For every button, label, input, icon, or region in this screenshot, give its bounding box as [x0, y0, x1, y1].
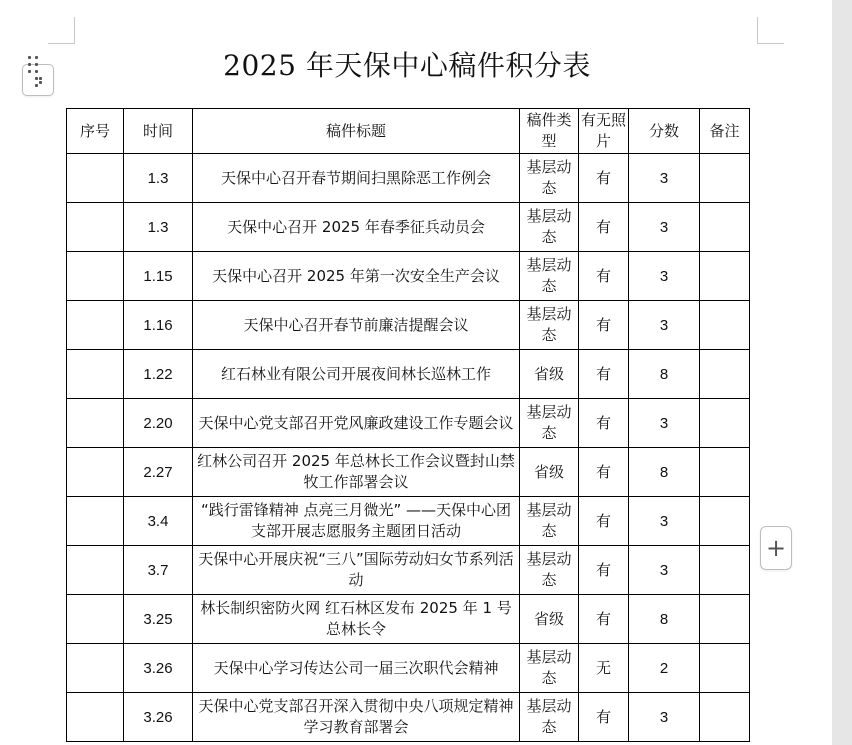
cell-time[interactable]: 1.3 [124, 203, 193, 252]
cell-score[interactable]: 3 [629, 546, 700, 595]
header-no: 序号 [67, 109, 124, 154]
cell-time[interactable]: 2.20 [124, 399, 193, 448]
cell-photo[interactable]: 有 [579, 154, 629, 203]
cell-no[interactable] [67, 497, 124, 546]
cell-type[interactable]: 基层动态 [520, 301, 579, 350]
table-header-row [67, 109, 750, 154]
cell-remark[interactable] [700, 448, 750, 497]
cell-photo[interactable]: 有 [579, 595, 629, 644]
cell-score[interactable]: 3 [629, 252, 700, 301]
cell-type[interactable]: 省级 [520, 350, 579, 399]
cell-remark[interactable] [700, 203, 750, 252]
cell-title[interactable]: 林长制织密防火网 红石林区发布 2025 年 1 号总林长令 [193, 595, 520, 644]
cell-time[interactable]: 2.27 [124, 448, 193, 497]
cell-title[interactable]: 天保中心开展庆祝“三八”国际劳动妇女节系列活动 [193, 546, 520, 595]
cell-time[interactable]: 3.7 [124, 546, 193, 595]
cell-remark[interactable] [700, 252, 750, 301]
cell-title[interactable]: 天保中心召开春节前廉洁提醒会议 [193, 301, 520, 350]
cell-score[interactable]: 3 [629, 203, 700, 252]
cell-score[interactable]: 3 [629, 693, 700, 742]
table-row [67, 644, 750, 693]
cell-type[interactable]: 基层动态 [520, 644, 579, 693]
cell-type[interactable]: 基层动态 [520, 546, 579, 595]
add-row-button[interactable] [760, 526, 792, 570]
page-margin-corner-top-left [48, 17, 75, 44]
cell-no[interactable] [67, 350, 124, 399]
cell-photo[interactable]: 有 [579, 399, 629, 448]
cell-title[interactable]: 天保中心召开春节期间扫黑除恶工作例会 [193, 154, 520, 203]
cell-photo[interactable]: 有 [579, 350, 629, 399]
table-row [67, 203, 750, 252]
header-remark: 备注 [700, 109, 750, 154]
header-type: 稿件类型 [520, 109, 579, 154]
cell-no[interactable] [67, 546, 124, 595]
cell-title[interactable]: 天保中心学习传达公司一届三次职代会精神 [193, 644, 520, 693]
cell-score[interactable]: 8 [629, 350, 700, 399]
cell-no[interactable] [67, 399, 124, 448]
cell-time[interactable]: 3.26 [124, 693, 193, 742]
cell-time[interactable]: 3.25 [124, 595, 193, 644]
cell-type[interactable]: 基层动态 [520, 154, 579, 203]
cell-title[interactable]: 天保中心召开 2025 年春季征兵动员会 [193, 203, 520, 252]
table-row [67, 595, 750, 644]
cell-no[interactable] [67, 154, 124, 203]
page-margin-corner-top-right [757, 17, 784, 44]
cell-time[interactable]: 3.4 [124, 497, 193, 546]
cell-score[interactable]: 3 [629, 497, 700, 546]
cell-photo[interactable]: 有 [579, 448, 629, 497]
cell-score[interactable]: 2 [629, 644, 700, 693]
cell-score[interactable]: 3 [629, 399, 700, 448]
cell-no[interactable] [67, 644, 124, 693]
cell-remark[interactable] [700, 154, 750, 203]
cell-score[interactable]: 3 [629, 154, 700, 203]
header-time: 时间 [124, 109, 193, 154]
cell-remark[interactable] [700, 399, 750, 448]
header-title: 稿件标题 [193, 109, 520, 154]
table-row [67, 448, 750, 497]
cell-no[interactable] [67, 693, 124, 742]
cell-time[interactable]: 1.16 [124, 301, 193, 350]
cell-photo[interactable]: 有 [579, 252, 629, 301]
cell-title[interactable]: “践行雷锋精神 点亮三月微光” ——天保中心团支部开展志愿服务主题团日活动 [193, 497, 520, 546]
cell-no[interactable] [67, 203, 124, 252]
cell-photo[interactable]: 无 [579, 644, 629, 693]
table-row [67, 497, 750, 546]
cell-no[interactable] [67, 301, 124, 350]
cell-type[interactable]: 省级 [520, 448, 579, 497]
table-row [67, 154, 750, 203]
cell-no[interactable] [67, 252, 124, 301]
table-row [67, 301, 750, 350]
cell-score[interactable]: 8 [629, 448, 700, 497]
cell-score[interactable]: 3 [629, 301, 700, 350]
table-row [67, 252, 750, 301]
cell-photo[interactable]: 有 [579, 497, 629, 546]
cell-no[interactable] [67, 595, 124, 644]
header-score: 分数 [629, 109, 700, 154]
cell-photo[interactable]: 有 [579, 546, 629, 595]
cell-time[interactable]: 1.3 [124, 154, 193, 203]
cell-title[interactable]: 天保中心党支部召开深入贯彻中央八项规定精神学习教育部署会 [193, 693, 520, 742]
document-title: 2025 年天保中心稿件积分表 [223, 49, 591, 82]
cell-time[interactable]: 1.15 [124, 252, 193, 301]
cell-type[interactable]: 基层动态 [520, 252, 579, 301]
editor-scrollbar-area[interactable] [832, 0, 852, 745]
cell-remark[interactable] [700, 693, 750, 742]
cell-no[interactable] [67, 448, 124, 497]
header-photo: 有无照片 [579, 109, 629, 154]
cell-title[interactable]: 天保中心党支部召开党风廉政建设工作专题会议 [193, 399, 520, 448]
move-handle-icon[interactable] [24, 52, 44, 92]
cell-type[interactable]: 基层动态 [520, 693, 579, 742]
cell-title[interactable]: 天保中心召开 2025 年第一次安全生产会议 [193, 252, 520, 301]
cell-type[interactable]: 省级 [520, 595, 579, 644]
cell-remark[interactable] [700, 595, 750, 644]
cell-time[interactable]: 3.26 [124, 644, 193, 693]
cell-remark[interactable] [700, 497, 750, 546]
cell-score[interactable]: 8 [629, 595, 700, 644]
score-table [66, 108, 750, 742]
cell-remark[interactable] [700, 644, 750, 693]
table-row [67, 546, 750, 595]
cell-remark[interactable] [700, 350, 750, 399]
cell-title[interactable]: 红林公司召开 2025 年总林长工作会议暨封山禁牧工作部署会议 [193, 448, 520, 497]
cell-time[interactable]: 1.22 [124, 350, 193, 399]
table-row [67, 693, 750, 742]
cell-type[interactable]: 基层动态 [520, 399, 579, 448]
plus-icon: + [765, 534, 787, 562]
table-row [67, 399, 750, 448]
cell-remark[interactable] [700, 546, 750, 595]
table-row [67, 350, 750, 399]
cell-photo[interactable]: 有 [579, 301, 629, 350]
cell-photo[interactable]: 有 [579, 203, 629, 252]
cell-title[interactable]: 红石林业有限公司开展夜间林长巡林工作 [193, 350, 520, 399]
cell-type[interactable]: 基层动态 [520, 203, 579, 252]
cell-type[interactable]: 基层动态 [520, 497, 579, 546]
cell-photo[interactable]: 有 [579, 693, 629, 742]
cell-remark[interactable] [700, 301, 750, 350]
